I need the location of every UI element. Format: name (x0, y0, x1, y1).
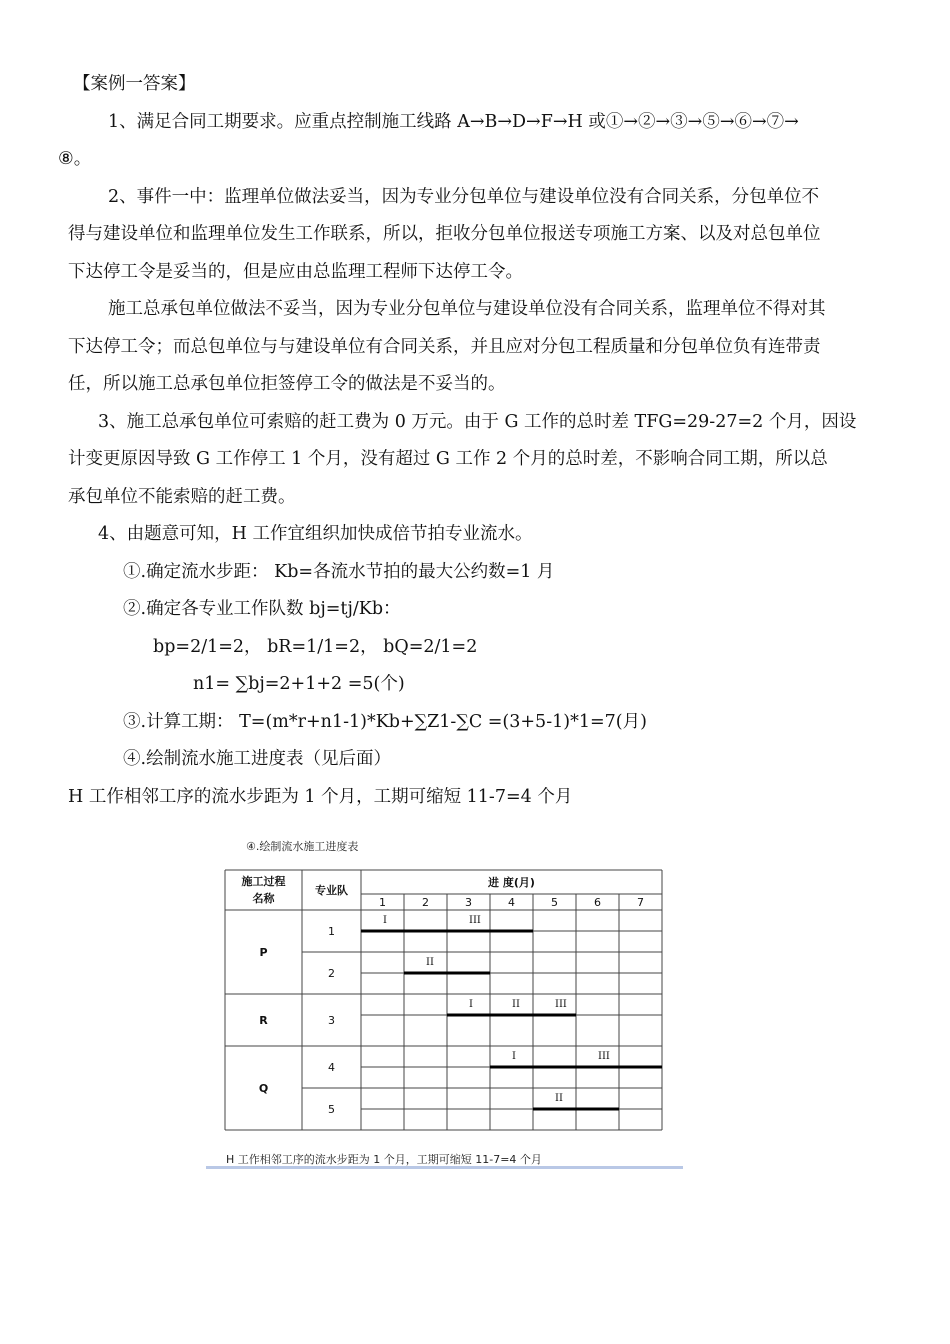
paragraph-5-line-1: 4、由题意可知，H 工作宜组织加快成倍节拍专业流水。 (98, 524, 533, 544)
schedule-bar-label: II (426, 957, 434, 968)
progress-schedule-table (206, 832, 683, 1152)
team-number-2: 2 (328, 967, 335, 980)
paragraph-3-line-3: 任，所以施工总承包单位拒签停工令的做法是不妥当的。 (68, 374, 506, 394)
paragraph-2-line-3: 下达停工令是妥当的，但是应由总监理工程师下达停工令。 (68, 262, 523, 282)
paragraph-4-line-3: 承包单位不能索赔的赶工费。 (68, 487, 296, 507)
process-name-P: P (259, 946, 268, 959)
header-team-label: 专业队 (315, 884, 348, 897)
progress-chart-figure (206, 832, 683, 1170)
month-label-7: 7 (637, 896, 644, 909)
schedule-bar-label: III (469, 915, 481, 926)
figure-caption: H 工作相邻工序的流水步距为 1 个月，工期可缩短 11-7=4 个月 (226, 1153, 542, 1166)
schedule-bar-label: II (555, 1093, 563, 1104)
paragraph-1-line-2: ⑧。 (58, 149, 92, 169)
month-label-6: 6 (594, 896, 601, 909)
team-number-5: 5 (328, 1103, 335, 1116)
team-count-formula: bp=2/1=2， bR=1/1=2， bQ=2/1=2 (153, 637, 478, 657)
conclusion-text: H 工作相邻工序的流水步距为 1 个月，工期可缩短 11-7=4 个月 (68, 787, 573, 807)
team-number-4: 4 (328, 1061, 335, 1074)
step-4-text: ④.绘制流水施工进度表（见后面） (123, 749, 392, 769)
schedule-bar-label: I (469, 999, 473, 1010)
step-2-text: ②.确定各专业工作队数 bj=tj/Kb： (123, 599, 401, 619)
schedule-bar-label: I (383, 915, 387, 926)
total-team-formula: n1= ∑bj=2+1+2 =5(个) (193, 674, 405, 694)
month-label-3: 3 (465, 896, 472, 909)
schedule-bar-label: III (598, 1051, 610, 1062)
process-name-Q: Q (258, 1082, 269, 1095)
team-number-1: 1 (328, 925, 335, 938)
header-process-label-2: 名称 (252, 892, 275, 905)
month-label-1: 1 (379, 896, 386, 909)
process-name-R: R (259, 1014, 268, 1027)
paragraph-3-line-1: 施工总承包单位做法不妥当，因为专业分包单位与建设单位没有合同关系，监理单位不得对其 (108, 299, 826, 319)
month-label-5: 5 (551, 896, 558, 909)
paragraph-2-line-2: 得与建设单位和监理单位发生工作联系，所以，拒收分包单位报送专项施工方案、以及对总包单位 (68, 224, 821, 244)
step-3-text: ③.计算工期： T=(m*r+n1-1)*Kb+∑Z1-∑C =(3+5-1)*1=7(月) (123, 712, 647, 732)
month-label-2: 2 (422, 896, 429, 909)
month-label-4: 4 (508, 896, 515, 909)
schedule-bar-label: III (555, 999, 567, 1010)
team-number-3: 3 (328, 1014, 335, 1027)
schedule-bar-label: I (512, 1051, 516, 1062)
paragraph-4-line-1: 3、施工总承包单位可索赔的赶工费为 0 万元。由于 G 工作的总时差 TFG=29-27=2 个月，因设 (98, 412, 857, 432)
paragraph-2-line-1: 2、事件一中：监理单位做法妥当，因为专业分包单位与建设单位没有合同关系，分包单位不 (108, 187, 820, 207)
paragraph-3-line-2: 下达停工令；而总包单位与与建设单位有合同关系，并且应对分包工程质量和分包单位负有连带责 (68, 337, 821, 357)
header-progress-label: 进 度(月) (488, 876, 535, 889)
header-process-label: 施工过程 (241, 875, 286, 888)
figure-bottom-border (206, 1166, 683, 1169)
step-1-text: ①.确定流水步距： Kb=各流水节拍的最大公约数=1 月 (123, 562, 555, 582)
figure-title: ④.绘制流水施工进度表 (246, 840, 359, 853)
paragraph-1-line-1: 1、满足合同工期要求。应重点控制施工线路 A→B→D→F→H 或①→②→③→⑤→⑥→⑦→ (108, 112, 799, 132)
schedule-bar-label: II (512, 999, 520, 1010)
paragraph-4-line-2: 计变更原因导致 G 工作停工 1 个月，没有超过 G 工作 2 个月的总时差，不影响合同工期，所以总 (68, 449, 828, 469)
answer-heading: 【案例一答案】 (73, 74, 196, 94)
